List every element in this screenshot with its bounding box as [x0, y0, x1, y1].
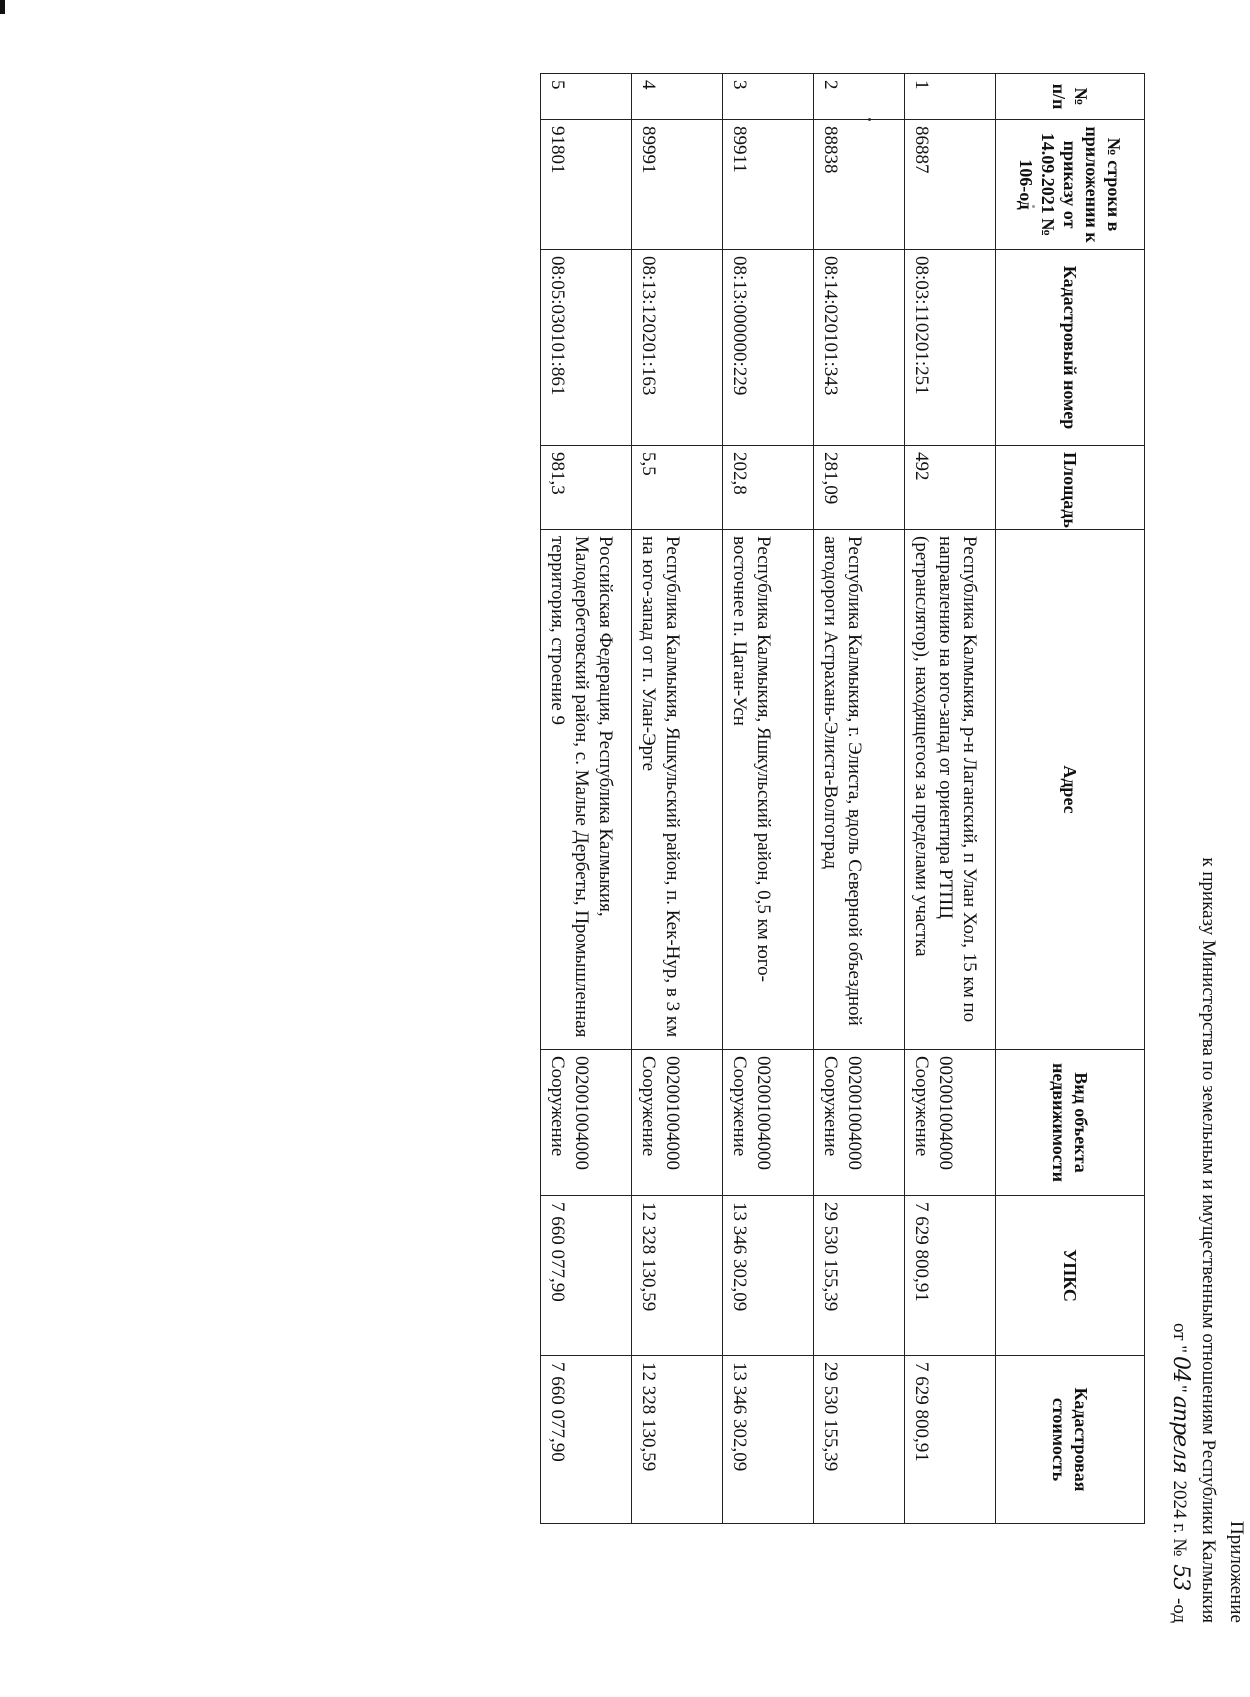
cell-index: 5	[541, 74, 632, 120]
cell-cadastral-value: 7 660 077,90	[541, 1356, 632, 1524]
cell-cadastral-number: 08:14:020101:343	[814, 250, 905, 446]
table-header-row	[996, 74, 1145, 1524]
table-row	[541, 74, 632, 1524]
handwritten-day: 04	[1168, 1356, 1193, 1383]
date-quote: "	[1169, 1385, 1190, 1393]
col-header-upks: УПКС	[996, 1196, 1145, 1356]
cadastral-value-table	[540, 73, 1145, 1524]
cell-index: 1	[905, 74, 996, 120]
cell-line-number: 89911	[723, 120, 814, 250]
cell-area: 281,09	[814, 446, 905, 530]
cell-address: Республика Калмыкия, р-н Лаганский, п Улан Хол, 15 км по направлению на юго-запад от ориентира РТПЦ (ретранслятор), находящегося за пределами участка	[905, 530, 996, 1050]
cell-object-type: 002001004000 Сооружение	[632, 1050, 723, 1196]
order-date-line	[1165, 823, 1194, 1623]
date-year: 2024 г. №	[1169, 1480, 1190, 1557]
col-header-line-number: № строки в приложении к приказу от 14.09.2021 № 106-од	[996, 120, 1145, 250]
cell-line-number: 86887	[905, 120, 996, 250]
cell-object-type: 002001004000 Сооружение	[905, 1050, 996, 1196]
cell-area: 202,8	[723, 446, 814, 530]
cell-index: 4	[632, 74, 723, 120]
cell-address: Республика Калмыкия, Яшкульский район, п. Кек-Нур, в 3 км на юго-запад от п. Улан-Эрге	[632, 530, 723, 1050]
cell-index: 2	[814, 74, 905, 120]
cell-upks: 29 530 155,39	[814, 1196, 905, 1356]
cell-cadastral-value: 7 629 800,91	[905, 1356, 996, 1524]
cell-cadastral-value: 29 530 155,39	[814, 1356, 905, 1524]
col-header-address: Адрес	[996, 530, 1145, 1050]
appendix-title: Приложение	[1226, 1521, 1247, 1623]
cell-cadastral-value: 12 328 130,59	[632, 1356, 723, 1524]
handwritten-order-number: 53	[1168, 1564, 1193, 1591]
cell-object-type: 002001004000 Сооружение	[541, 1050, 632, 1196]
order-reference: к приказу Министерства по земельным и имущественным отношениям Республики Калмыкия	[1198, 857, 1219, 1623]
cell-area: 5,5	[632, 446, 723, 530]
scan-edge-mark	[0, 0, 5, 14]
cell-upks: 13 346 302,09	[723, 1196, 814, 1356]
cell-cadastral-number: 08:05:030101:861	[541, 250, 632, 446]
cell-address: Республика Калмыкия, Яшкульский район, 0,5 км юго-восточнее п. Цаган-Усн	[723, 530, 814, 1050]
rotated-page	[190, 73, 1250, 1623]
document-header	[1165, 823, 1250, 1623]
col-header-index: № п/п	[996, 74, 1145, 120]
cell-address: Республика Калмыкия, г. Элиста, вдоль Северной объездной автодороги Астрахань-Элиста-Волгоград	[814, 530, 905, 1050]
cell-upks: 7 660 077,90	[541, 1196, 632, 1356]
cell-cadastral-number: 08:13:120201:163	[632, 250, 723, 446]
handwritten-month: апреля	[1168, 1395, 1193, 1473]
cell-area: 492	[905, 446, 996, 530]
table-row	[632, 74, 723, 1524]
cell-object-type: 002001004000 Сооружение	[723, 1050, 814, 1196]
cell-line-number: 91801	[541, 120, 632, 250]
table-row	[723, 74, 814, 1524]
cell-line-number: 89991	[632, 120, 723, 250]
cell-cadastral-number: 08:13:000000:229	[723, 250, 814, 446]
cell-upks: 7 629 800,91	[905, 1196, 996, 1356]
cell-cadastral-value: 13 346 302,09	[723, 1356, 814, 1524]
cell-cadastral-number: 08:03:110201:251	[905, 250, 996, 446]
table-row	[905, 74, 996, 1524]
col-header-area: Площадь	[996, 446, 1145, 530]
cell-object-type: 002001004000 Сооружение	[814, 1050, 905, 1196]
cell-address: Российская Федерация, Республика Калмыкия, Малодербетовский район, с. Малые Дербеты, Промышленная территория, строение 9	[541, 530, 632, 1050]
cell-line-number: 88838	[814, 120, 905, 250]
col-header-object-type: Вид объекта недвижимости	[996, 1050, 1145, 1196]
cell-upks: 12 328 130,59	[632, 1196, 723, 1356]
col-header-cadastral-number: Кадастровый номер	[996, 250, 1145, 446]
col-header-cadastral-value: Кадастровая стоимость	[996, 1356, 1145, 1524]
cell-area: 981,3	[541, 446, 632, 530]
order-suffix: -од	[1169, 1598, 1190, 1623]
table-row	[814, 74, 905, 1524]
cell-index: 3	[723, 74, 814, 120]
date-prefix: от "	[1169, 1322, 1190, 1354]
